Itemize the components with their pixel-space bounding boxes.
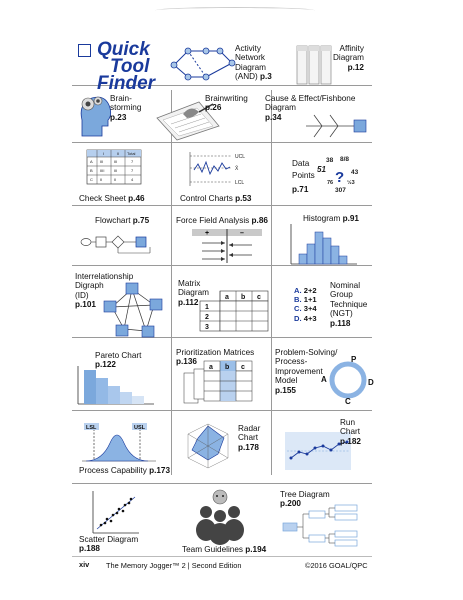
divider: [72, 142, 372, 143]
cause-effect-label: Cause & Effect/Fishbone Diagram p.34: [265, 94, 356, 122]
matrix-row: 1: [205, 304, 209, 311]
matrix-label: Matrix Diagram p.112: [178, 279, 209, 307]
page-title-line3: Finder: [97, 73, 156, 94]
minus-sign: –: [240, 230, 244, 237]
divider: [72, 410, 372, 411]
title-checkbox: [78, 44, 91, 57]
pdca-d: D: [368, 378, 374, 387]
divider: [72, 205, 372, 206]
interrelationship-label: Interrelationship Digraph (ID) p.101: [75, 272, 134, 310]
data-number: 51: [317, 165, 326, 174]
check-header-ii: II: [117, 151, 120, 156]
divider: [72, 483, 372, 484]
team-label: Team Guidelines p.194: [182, 545, 267, 554]
check-row-a: A: [90, 159, 93, 164]
flowchart-label: Flowchart p.75: [95, 216, 150, 225]
check-cell: 4: [131, 177, 134, 182]
page-title-line2: Tool: [110, 56, 150, 77]
xbar-label: X̄: [235, 166, 239, 172]
scatter-label: Scatter Diagram p.188: [79, 535, 139, 554]
process-capability-label: Process Capability p.173: [79, 466, 171, 475]
divider: [271, 90, 272, 475]
divider: [171, 90, 172, 475]
data-points-label: Data Points p.71: [292, 159, 315, 194]
check-row-b: B: [90, 168, 93, 173]
usl-label: USL: [134, 425, 145, 431]
check-cell: III: [100, 159, 104, 164]
check-cell: III: [114, 159, 118, 164]
matrix-row: 3: [205, 324, 209, 331]
check-cell: 7: [131, 168, 134, 173]
ngt-list: A. 2+2 B. 1+1 C. 3+4 D. 4+3: [294, 286, 317, 323]
footer-book-title: The Memory Jogger™ 2 | Second Edition: [106, 561, 242, 570]
ucl-label: UCL: [235, 154, 246, 160]
brainstorming-label: Brain- storming p.23: [110, 94, 142, 122]
matrix-col: b: [241, 294, 246, 301]
matrix-row: 2: [205, 314, 209, 321]
pareto-label: Pareto Chart p.122: [95, 351, 142, 370]
check-header-total: Total: [127, 151, 136, 156]
lsl-label: LSL: [86, 425, 97, 431]
page-top-edge: [155, 7, 315, 14]
pdca-a: A: [321, 375, 327, 384]
data-number: 8/8: [340, 156, 350, 163]
matrix-col: a: [225, 294, 229, 301]
check-cell: III: [114, 168, 118, 173]
pdca-p: P: [351, 355, 357, 364]
check-sheet-label: Check Sheet p.46: [79, 194, 145, 203]
page-title-line1: Quick: [97, 39, 150, 60]
matrix-col: c: [257, 294, 261, 301]
plus-sign: +: [205, 230, 210, 237]
data-number: 38: [326, 157, 334, 164]
footer-rule: [72, 556, 372, 557]
lcl-label: LCL: [235, 180, 245, 186]
check-cell: II: [100, 177, 103, 182]
check-cell: IIII: [100, 168, 105, 173]
control-charts-label: Control Charts p.53: [180, 194, 252, 203]
histogram-label: Histogram p.91: [303, 214, 359, 223]
brainwriting-label: Brainwriting p.26: [205, 94, 248, 113]
radar-label: Radar Chart p.178: [238, 424, 261, 452]
run-chart-label: Run Chart p.182: [340, 418, 361, 446]
footer-page-number: xiv: [79, 560, 90, 569]
prior-col: a: [209, 364, 213, 371]
data-number: 307: [335, 187, 346, 194]
footer-copyright: ©2016 GOAL/QPC: [305, 561, 368, 570]
check-row-c: C: [90, 177, 93, 182]
tree-label: Tree Diagram p.200: [280, 490, 330, 509]
data-number: 76: [327, 180, 334, 186]
prior-col: c: [241, 364, 245, 371]
activity-network-label: Activity Network Diagram (AND) p.3: [235, 44, 272, 82]
pdca-label: Problem-Solving/ Process- Improvement Model p.155: [275, 348, 338, 395]
prioritization-label: Prioritization Matrices p.136: [176, 348, 255, 367]
data-number: ½3: [347, 180, 355, 186]
affinity-label: Affinity Diagram p.12: [333, 44, 364, 72]
force-field-label: Force Field Analysis p.86: [176, 216, 268, 225]
check-cell: 7: [131, 159, 134, 164]
question-mark: ?: [335, 169, 345, 186]
ngt-label: Nominal Group Technique (NGT) p.118: [330, 281, 368, 328]
pdca-c: C: [345, 397, 351, 406]
check-header-i: I: [103, 151, 105, 156]
check-cell: II: [114, 177, 117, 182]
prior-col: b: [225, 364, 230, 371]
data-number: 43: [351, 169, 359, 176]
